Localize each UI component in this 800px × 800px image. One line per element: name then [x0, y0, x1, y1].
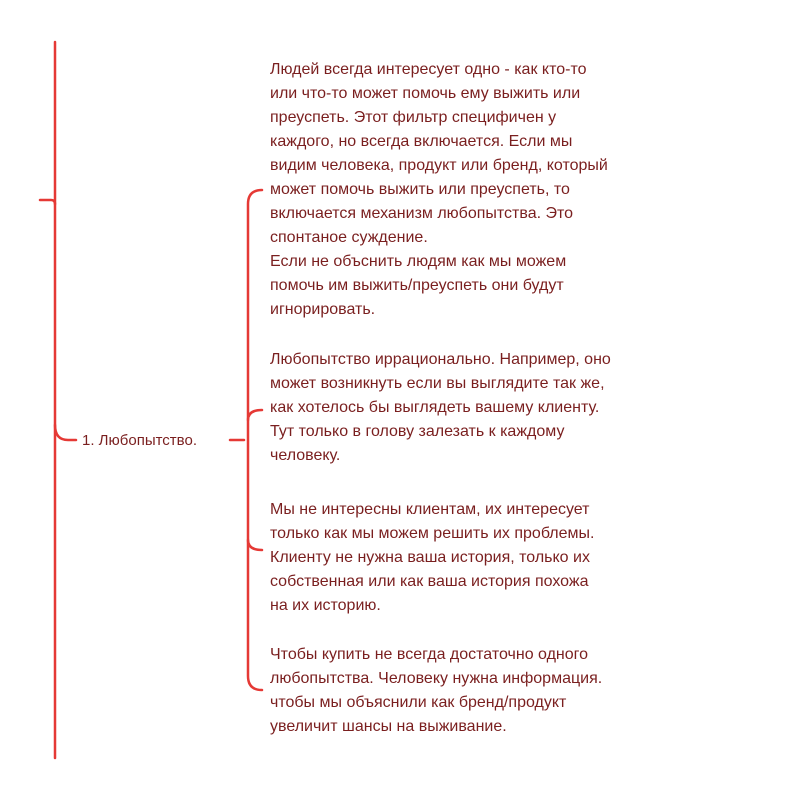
note-block-3[interactable] [270, 498, 665, 618]
node-connector [55, 425, 76, 440]
note-line: Людей всегда интересует одно - как кто-то [270, 61, 587, 78]
note-line: собственная или как ваша история похожа [270, 573, 589, 590]
note-line: Чтобы купить не всегда достаточно одного [270, 646, 589, 663]
note-line: помочь им выжить/преуспеть они будут [270, 277, 564, 294]
note-line: Мы не интересны клиентам, их интересует [270, 501, 590, 518]
note-line: каждого, но всегда включается. Если мы [270, 133, 573, 150]
note-line: как хотелось бы выглядеть вашему клиенту. [270, 399, 600, 416]
parent-connector [40, 200, 55, 204]
bracket-tick-3 [248, 540, 262, 550]
note-line: Если не объснить людям как мы можем [270, 253, 567, 270]
note-line: может помочь выжить или преуспеть, то [270, 181, 570, 198]
note-line: может возникнуть если вы выглядите так же, [270, 375, 605, 392]
note-line: только как мы можем решить их проблемы. [270, 525, 595, 542]
note-line: на их историю. [270, 597, 381, 614]
note-line: игнорировать. [270, 301, 376, 318]
note-line: включается механизм любопытства. Это [270, 205, 574, 222]
note-block-4[interactable] [270, 643, 665, 739]
note-line: спонтаное суждение. [270, 229, 428, 246]
note-line: видим человека, продукт или бренд, который [270, 157, 608, 174]
note-line: человеку. [270, 447, 341, 464]
note-block-2[interactable] [270, 348, 665, 468]
bracket-tick-2 [248, 410, 262, 420]
note-block-1[interactable] [270, 58, 665, 322]
bracket-spine [248, 190, 262, 690]
note-line: преуспеть. Этот фильтр специфичен у [270, 109, 557, 126]
note-line: увеличит шансы на выживание. [270, 718, 507, 735]
note-line: чтобы мы объяснили как бренд/продукт [270, 694, 567, 711]
note-line: Клиенту не нужна ваша история, только их [270, 549, 590, 566]
note-line: Тут только в голову залезать к каждому [270, 423, 565, 440]
node-label-curiosity[interactable]: 1. Любопытство. [82, 432, 197, 449]
note-line: любопытства. Человеку нужна информация. [270, 670, 603, 687]
note-line: или что-то может помочь ему выжить или [270, 85, 581, 102]
note-line: Любопытство иррационально. Например, оно [270, 351, 611, 368]
